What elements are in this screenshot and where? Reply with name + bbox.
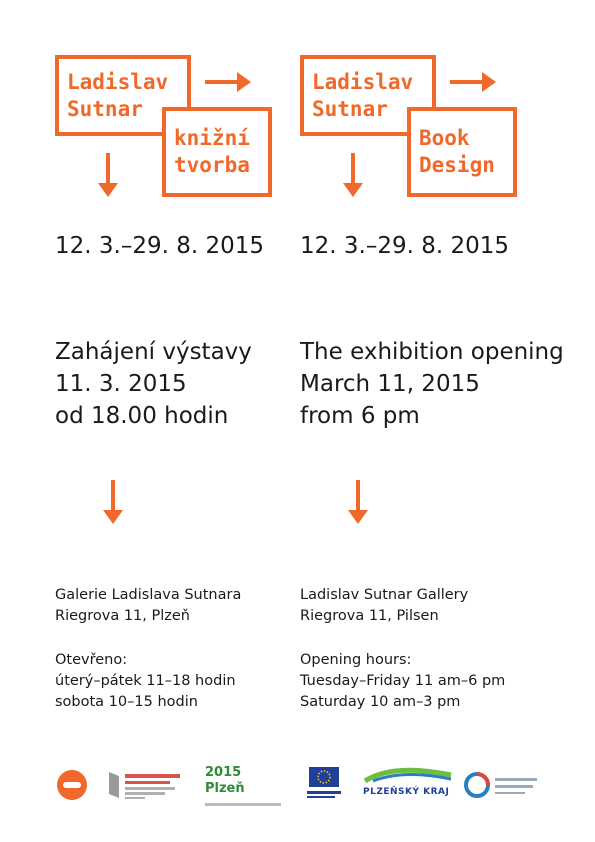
sponsor-logos — [55, 765, 545, 810]
ministry-logo-icon — [463, 765, 543, 805]
hours-block — [55, 650, 236, 713]
logo-name-line1: Ladislav — [67, 70, 169, 94]
venue-line: Riegrova 11, Plzeň — [55, 608, 190, 624]
plzen-2015-logo — [205, 765, 285, 805]
hours-line: Opening hours: — [300, 652, 412, 668]
arrow-down-icon — [96, 153, 120, 197]
exhibition-dates: 12. 3.–29. 8. 2015 — [55, 233, 265, 259]
logo-name-line2: Sutnar — [312, 97, 388, 121]
hours-line: Saturday 10 am–3 pm — [300, 694, 461, 710]
venue-line: Ladislav Sutnar Gallery — [300, 587, 469, 603]
opening-line: Zahájení výstavy — [55, 339, 252, 365]
exhibition-dates: 12. 3.–29. 8. 2015 — [300, 233, 510, 259]
opening-line: March 11, 2015 — [300, 371, 480, 397]
logo-subtitle-line1: knižní — [174, 126, 250, 150]
venue-line: Riegrova 11, Pilsen — [300, 608, 439, 624]
arrow-down-icon — [341, 153, 365, 197]
museum-logo-icon — [107, 765, 187, 805]
logo-subtitle-line2: tvorba — [174, 153, 250, 177]
plzen-2015-text: 2015 Plzeň — [205, 765, 245, 796]
hours-line: úterý–pátek 11–18 hodin — [55, 673, 236, 689]
hours-line: Tuesday–Friday 11 am–6 pm — [300, 673, 506, 689]
kraj-text: PLZEŇSKÝ KRAJ — [363, 787, 450, 797]
logo-name-line1: Ladislav — [312, 70, 414, 94]
opening-line: The exhibition opening — [300, 339, 564, 365]
logo-english — [300, 55, 520, 200]
opening-line: 11. 3. 2015 — [55, 371, 187, 397]
opening-block — [55, 336, 252, 432]
venue-block — [55, 585, 241, 627]
arrow-down-icon — [346, 480, 370, 524]
logo-subtitle-box — [407, 107, 517, 197]
gallery-logo-icon — [55, 765, 89, 805]
venue-block — [300, 585, 468, 627]
arrow-right-icon — [450, 70, 496, 94]
arrow-right-icon — [205, 70, 251, 94]
eu-flag-icon — [305, 765, 345, 805]
kraj-wave-icon — [363, 765, 453, 783]
logo-subtitle-line1: Book — [419, 126, 470, 150]
venue-line: Galerie Ladislava Sutnara — [55, 587, 242, 603]
logo-subtitle-line2: Design — [419, 153, 495, 177]
hours-line: sobota 10–15 hodin — [55, 694, 198, 710]
logo-czech — [55, 55, 275, 200]
logo-name-line2: Sutnar — [67, 97, 143, 121]
opening-line: from 6 pm — [300, 403, 420, 429]
plzen-2015-underline — [205, 803, 281, 806]
opening-line: od 18.00 hodin — [55, 403, 229, 429]
hours-line: Otevřeno: — [55, 652, 128, 668]
arrow-down-icon — [101, 480, 125, 524]
opening-block — [300, 336, 564, 432]
hours-block — [300, 650, 505, 713]
plzensky-kraj-logo — [363, 765, 453, 805]
logo-subtitle-box — [162, 107, 272, 197]
